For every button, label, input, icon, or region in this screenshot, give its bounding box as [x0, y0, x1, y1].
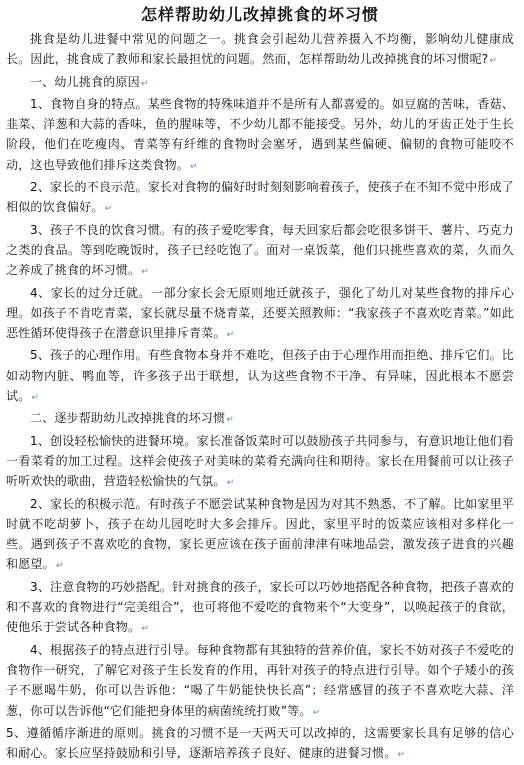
paragraph [6, 345, 514, 408]
paragraph [6, 431, 514, 494]
paragraph-mark-icon: ↵ [397, 750, 406, 761]
paragraph-text: 2、家长的不良示范。家长对食物的偏好时时刻刻影响着孩子，使孩子在不知不觉中形成了相似的饮食偏好。 [6, 180, 514, 215]
paragraph [6, 408, 514, 430]
paragraph-mark-icon: ↵ [190, 161, 198, 172]
document-body [6, 29, 514, 765]
paragraph-mark-icon: ↵ [31, 393, 40, 404]
paragraph-mark-icon: ↵ [141, 267, 149, 278]
paragraph-mark-icon: ↵ [312, 707, 321, 718]
paragraph-text: 1、食物自身的特点。某些食物的特殊味道并不是所有人都喜爱的。如豆腐的苦味，香菇、韭菜、洋葱和大蒜的香味，鱼的腥味等，不少幼儿都不能接受。另外，幼儿的牙齿正处于生长阶段，他们在吃瘦肉、青菜等有纤维的食物时会塞牙，遇到某些偏硬、偏韧的食物可能咬不动，这也导致他们排斥这类食物。 [6, 96, 514, 172]
paragraph [6, 723, 514, 765]
paragraph-mark-icon: ↵ [226, 478, 235, 489]
paragraph [6, 577, 514, 640]
paragraph-text: 1、创设轻松愉快的进餐环境。家长准备饭菜时可以鼓励孩子共同参与，有意识地让他们看一看菜肴的加工过程。这样会使孩子对美味的菜肴充满向往和期待。家长在用餐前可以让孩子听听欢快的歌曲，营造轻松愉快的气氛。 [6, 433, 514, 489]
paragraph-mark-icon: ↵ [489, 56, 498, 67]
paragraph-text: 3、孩子不良的饮食习惯。有的孩子爱吃零食，每天回家后都会吃很多饼干、薯片、巧克力之类的食品。等到吃晚饭时，孩子已经吃饱了。面对一桌饭菜，他们只挑些喜欢的菜，久而久之养成了挑食的坏习惯。 [6, 222, 514, 278]
paragraph-text: 5、孩子的心理作用。有些食物本身并不难吃，但孩子由于心理作用而拒绝、排斥它们。比如动物内脏、鸭血等，许多孩子出于联想，认为这些食物不干净、有异味，因此根本不愿尝试。 [6, 348, 514, 404]
paragraph-mark-icon: ↵ [141, 624, 149, 635]
paragraph-text: 一、幼儿挑食的原因 [30, 74, 140, 89]
paragraph-text: 挑食是幼儿进餐中常见的问题之一。挑食会引起幼儿营养摄入不均衡，影响幼儿健康成长。因此，挑食成了教师和家长最担忧的问题。然而，怎样帮助幼儿改掉挑食的坏习惯呢? [6, 32, 514, 67]
paragraph [6, 283, 514, 346]
paragraph [6, 29, 514, 72]
paragraph [6, 494, 514, 577]
paragraph [6, 94, 514, 177]
document-title: 怎样帮助幼儿改掉挑食的坏习惯 [140, 5, 379, 24]
paragraph [6, 640, 514, 723]
paragraph-mark-icon: ↵ [140, 78, 149, 89]
paragraph [6, 177, 514, 220]
paragraph-text: 2、家长的积极示范。有时孩子不愿尝试某种食物是因为对其不熟悉、不了解。比如家里平时就不吃胡萝卜，孩子在幼儿园吃时大多会排斥。因此，家里平时的饭菜应该相对多样化一些。遇到孩子不喜欢吃的食物，家长更应该在孩子面前津津有味地品尝，激发孩子进食的兴趣和愿望。 [6, 496, 514, 572]
paragraph-mark-icon: ↵ [226, 415, 234, 426]
paragraph-mark-icon: ↵ [226, 330, 235, 341]
paragraph-text: 3、注意食物的巧妙搭配。针对挑食的孩子，家长可以巧妙地搭配各种食物，把孩子喜欢的和不喜欢的食物进行“完美组合”，也可将他不爱吃的食物来个“大变身”，以唤起孩子的食欲，使他乐于尝试各种食物。 [6, 579, 514, 635]
paragraph [6, 72, 514, 94]
paragraph-text: 二、逐步帮助幼儿改掉挑食的坏习惯 [30, 411, 226, 426]
paragraph-text: 4、家长的过分迁就。一部分家长会无原则地迁就孩子，强化了幼儿对某些食物的排斥心理。如孩子不肯吃青菜，家长就尽量不烧青菜，还要关照教师：“我家孩子不喜欢吃青菜。”如此恶性循环使得孩子在潜意识里排斥青菜。 [6, 285, 514, 341]
paragraph-mark-icon: ↵ [104, 204, 113, 215]
paragraph [6, 220, 514, 283]
paragraph-mark-icon: ↵ [55, 561, 64, 572]
paragraph-text: 4、根据孩子的特点进行引导。每种食物都有其独特的营养价值，家长不妨对孩子不爱吃的食物作一研究，了解它对孩子生长发育的作用，再针对孩子的特点进行引导。如个子矮小的孩子不愿喝牛奶，你可以告诉他：“喝了牛奶能快快长高”；经常感冒的孩子不喜欢吃大蒜、洋葱，你可以告诉他“它们能把身体里的病菌统统打败”等。 [6, 642, 514, 718]
paragraph-text: 5、遵循循序渐进的原则。挑食的习惯不是一天两天可以改掉的，这需要家长具有足够的信心和耐心。家长应坚持鼓励和引导，逐渐培养孩子良好、健康的进餐习惯。 [6, 725, 514, 761]
